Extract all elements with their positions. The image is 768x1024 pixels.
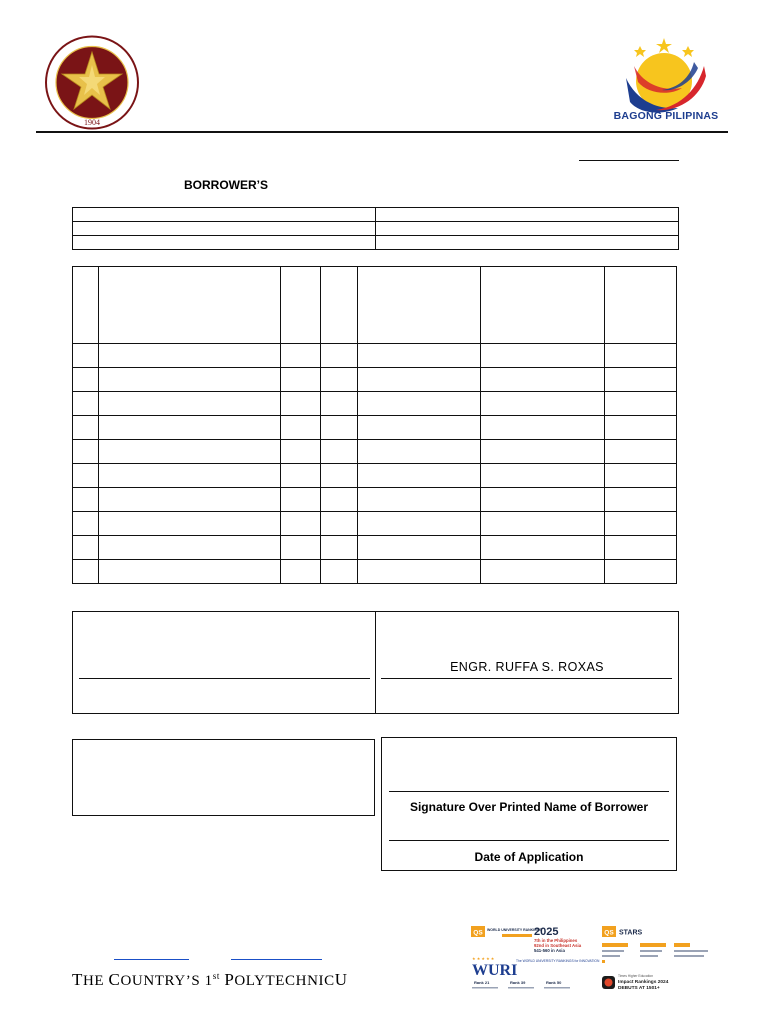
header-cell [99, 267, 281, 344]
table-cell[interactable] [281, 560, 321, 584]
table-cell[interactable] [358, 512, 481, 536]
table-cell[interactable] [321, 344, 358, 368]
table-cell[interactable] [281, 416, 321, 440]
tagline-part: U [334, 970, 348, 989]
table-cell[interactable] [73, 344, 99, 368]
qs-year: 2025 [534, 926, 559, 938]
wuri-rank1: Rank 21 [474, 980, 490, 985]
table-row [73, 368, 677, 392]
info-row [73, 208, 679, 222]
table-row [73, 344, 677, 368]
table-cell[interactable] [321, 464, 358, 488]
info-cell[interactable] [73, 222, 376, 236]
header-divider [36, 131, 728, 133]
table-cell[interactable] [358, 392, 481, 416]
qs-wur: WORLD UNIVERSITY RANKINGS [487, 928, 542, 932]
qs-line2: 92nd in Southeast Asia [534, 943, 582, 948]
wuri-rank2: Rank 39 [510, 980, 526, 985]
table-cell[interactable] [358, 368, 481, 392]
table-cell[interactable] [281, 488, 321, 512]
table-cell[interactable] [481, 440, 605, 464]
table-cell[interactable] [99, 344, 281, 368]
table-row [73, 488, 677, 512]
table-cell[interactable] [358, 560, 481, 584]
table-cell[interactable] [358, 488, 481, 512]
wuri-label: WURI [472, 962, 518, 979]
table-cell[interactable] [99, 560, 281, 584]
table-cell[interactable] [605, 536, 677, 560]
table-cell[interactable] [99, 512, 281, 536]
table-cell[interactable] [605, 512, 677, 536]
info-cell[interactable] [73, 236, 376, 250]
table-cell[interactable] [99, 392, 281, 416]
table-cell[interactable] [481, 512, 605, 536]
table-cell[interactable] [321, 560, 358, 584]
seal-year: 1904 [84, 118, 100, 127]
table-cell[interactable] [73, 392, 99, 416]
info-cell[interactable] [376, 236, 679, 250]
table-cell[interactable] [99, 464, 281, 488]
table-cell[interactable] [281, 536, 321, 560]
footer-link-underline[interactable] [114, 959, 189, 960]
table-cell[interactable] [281, 392, 321, 416]
info-cell[interactable] [376, 222, 679, 236]
table-cell[interactable] [73, 488, 99, 512]
table-cell[interactable] [281, 368, 321, 392]
table-cell[interactable] [99, 536, 281, 560]
table-cell[interactable] [481, 392, 605, 416]
items-table-body [73, 267, 677, 584]
table-row [73, 416, 677, 440]
info-cell[interactable] [73, 208, 376, 222]
svg-text:★ ★ ★ ★ ★: ★ ★ ★ ★ ★ [472, 956, 495, 961]
table-cell[interactable] [605, 392, 677, 416]
table-cell[interactable] [281, 512, 321, 536]
tagline-part: OUNTRY’S 1 [120, 973, 213, 989]
table-cell[interactable] [358, 464, 481, 488]
table-cell[interactable] [99, 440, 281, 464]
table-cell[interactable] [481, 464, 605, 488]
tagline-part: st [212, 971, 220, 981]
items-table [72, 266, 677, 584]
table-cell[interactable] [605, 560, 677, 584]
table-cell[interactable] [99, 368, 281, 392]
wuri-sub: The WORLD UNIVERSITY RANKINGS for INNOVATION [516, 959, 600, 963]
wuri-rank3: Rank 50 [546, 980, 562, 985]
qs-label: QS [473, 929, 483, 937]
table-cell[interactable] [605, 368, 677, 392]
table-cell[interactable] [321, 536, 358, 560]
table-cell[interactable] [605, 344, 677, 368]
table-row [73, 512, 677, 536]
footer-tagline [72, 970, 348, 990]
table-cell[interactable] [481, 416, 605, 440]
table-cell[interactable] [481, 560, 605, 584]
table-cell[interactable] [481, 344, 605, 368]
date-of-application-line[interactable] [389, 840, 669, 841]
signatory-box-left [72, 611, 376, 714]
table-cell[interactable] [321, 512, 358, 536]
table-cell[interactable] [281, 344, 321, 368]
the-impact: Impact Rankings 2024 [618, 980, 669, 985]
table-row [73, 560, 677, 584]
table-cell[interactable] [481, 536, 605, 560]
info-cell[interactable] [376, 208, 679, 222]
date-field-line[interactable] [579, 160, 679, 161]
approver-name: ENGR. RUFFA S. ROXAS [450, 660, 604, 674]
remarks-box[interactable] [72, 739, 375, 816]
table-cell[interactable] [358, 416, 481, 440]
tagline-part: T [72, 970, 83, 989]
table-cell[interactable] [99, 488, 281, 512]
header-cell [481, 267, 605, 344]
bagong-pilipinas-label: BAGONG PILIPINAS [613, 110, 719, 122]
rankings-badges-icon [468, 922, 730, 994]
signature-line-left[interactable] [79, 678, 370, 679]
the-debut: DEBUTS AT 1501+ [618, 986, 660, 991]
header-cell [358, 267, 481, 344]
table-cell[interactable] [73, 536, 99, 560]
table-cell[interactable] [73, 560, 99, 584]
table-cell[interactable] [73, 464, 99, 488]
borrower-signature-label: Signature Over Printed Name of Borrower [409, 800, 649, 814]
header-cell [321, 267, 358, 344]
table-row [73, 536, 677, 560]
table-cell[interactable] [321, 440, 358, 464]
signature-line-right[interactable] [381, 678, 672, 679]
pup-seal-icon [40, 35, 144, 130]
table-cell[interactable] [73, 368, 99, 392]
table-cell[interactable] [73, 512, 99, 536]
table-cell[interactable] [481, 488, 605, 512]
table-cell[interactable] [358, 344, 481, 368]
table-header-row [73, 267, 677, 344]
borrower-signature-line[interactable] [389, 791, 669, 792]
table-row [73, 464, 677, 488]
header-cell [73, 267, 99, 344]
table-cell[interactable] [605, 416, 677, 440]
form-title: BORROWER’S [184, 178, 268, 192]
table-cell[interactable] [73, 416, 99, 440]
qs-line3: 541-560 in Asia [534, 948, 565, 953]
table-cell[interactable] [281, 464, 321, 488]
table-cell[interactable] [321, 416, 358, 440]
info-row [73, 236, 679, 250]
table-cell[interactable] [321, 368, 358, 392]
table-cell[interactable] [281, 440, 321, 464]
stars-label: STARS [619, 929, 643, 937]
table-cell[interactable] [99, 416, 281, 440]
the-label: Times Higher Education [618, 974, 654, 978]
tagline-part: C [108, 970, 121, 989]
info-row [73, 222, 679, 236]
table-cell[interactable] [481, 368, 605, 392]
qs-line1: 7th in the Philippines [534, 938, 578, 943]
table-cell[interactable] [321, 488, 358, 512]
footer-link-underline[interactable] [231, 959, 322, 960]
tagline-part: HE [82, 973, 109, 989]
date-of-application-label: Date of Application [474, 850, 584, 864]
header-cell [281, 267, 321, 344]
table-row [73, 440, 677, 464]
table-cell[interactable] [358, 440, 481, 464]
table-cell[interactable] [605, 488, 677, 512]
table-cell[interactable] [605, 464, 677, 488]
table-cell[interactable] [605, 440, 677, 464]
table-cell[interactable] [73, 440, 99, 464]
header-cell [605, 267, 677, 344]
table-cell[interactable] [358, 536, 481, 560]
svg-text:QS: QS [604, 929, 614, 937]
tagline-part: OLYTECHNIC [234, 973, 335, 989]
table-row [73, 392, 677, 416]
tagline-part: P [224, 970, 235, 989]
table-cell[interactable] [321, 392, 358, 416]
borrower-info-grid [72, 207, 679, 250]
